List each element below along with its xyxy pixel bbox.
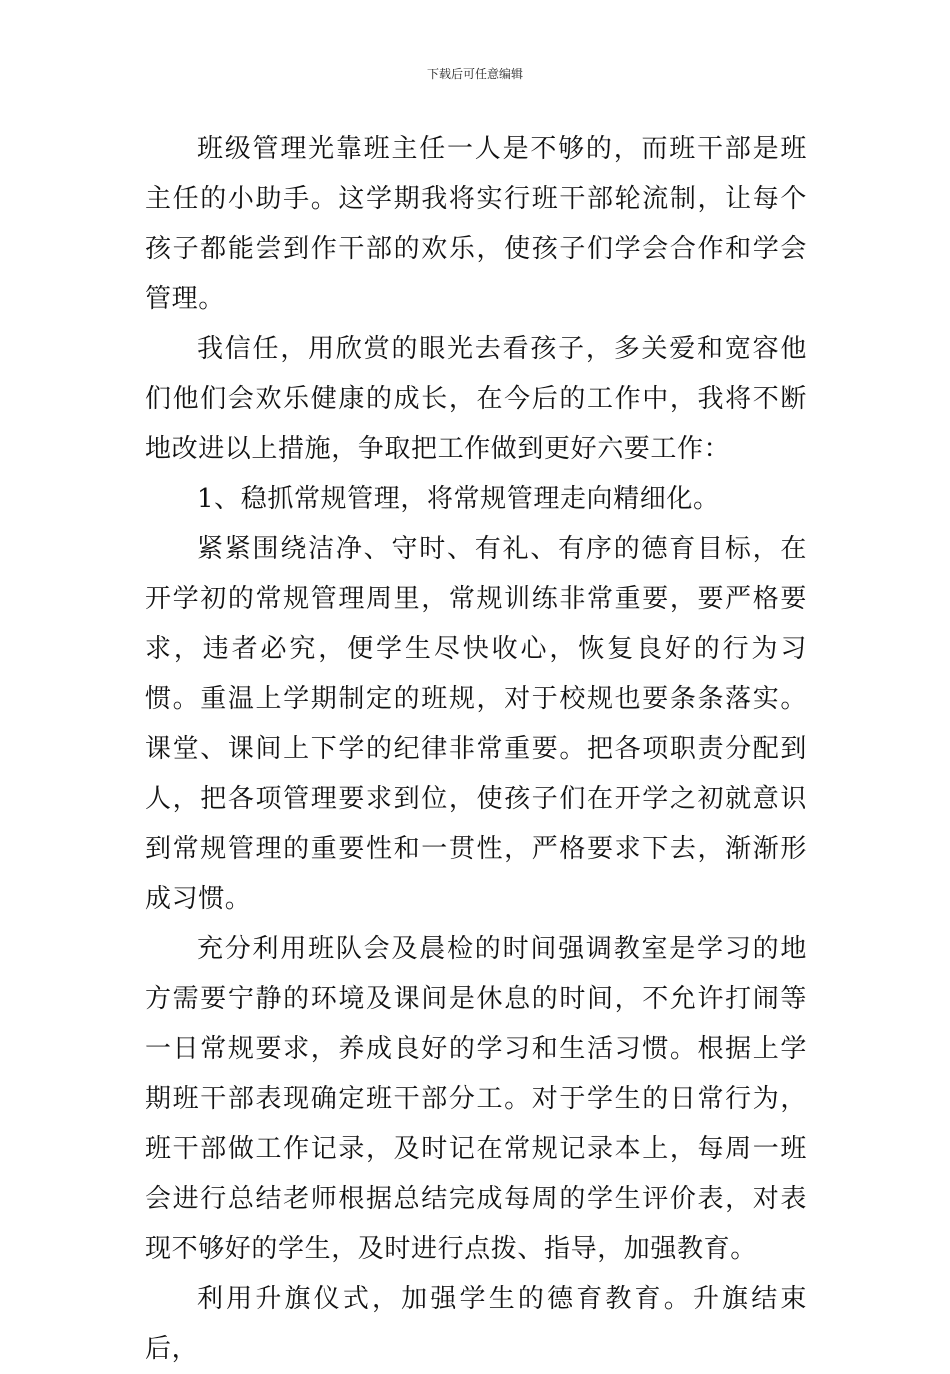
paragraph-1: 班级管理光靠班主任一人是不够的，而班干部是班主任的小助手。这学期我将实行班干部轮流制，让每个孩子都能尝到作干部的欢乐，使孩子们学会合作和学会管理。 [145, 134, 807, 314]
header-note: 下载后可任意编辑 [426, 67, 523, 81]
paragraph-4: 紧紧围绕洁净、守时、有礼、有序的德育目标，在开学初的常规管理周里，常规训练非常重要，要严格要求，违者必究，便学生尽快收心，恢复良好的行为习惯。重温上学期制定的班规，对于校规也要条条落实。课堂、课间上下学的纪律非常重要。把各项职责分配到人，把各项管理要求到位，使孩子们在开学之初就意识到常规管理的重要性和一贯性，严格要求下去，渐渐形成习惯。 [145, 534, 807, 914]
paragraph-3: 1、稳抓常规管理，将常规管理走向精细化。 [197, 484, 720, 514]
paragraph-6: 利用升旗仪式，加强学生的德育教育。升旗结束后， [145, 1284, 807, 1364]
paragraph-5: 充分利用班队会及晨检的时间强调教室是学习的地方需要宁静的环境及课间是休息的时间，不允许打闹等一日常规要求，养成良好的学习和生活习惯。根据上学期班干部表现确定班干部分工。对于学生的日常行为，班干部做工作记录，及时记在常规记录本上，每周一班会进行总结老师根据总结完成每周的学生评价表，对表现不够好的学生，及时进行点拨、指导，加强教育。 [145, 934, 807, 1264]
paragraph-2: 我信任，用欣赏的眼光去看孩子，多关爱和宽容他们他们会欢乐健康的成长，在今后的工作中，我将不断地改进以上措施，争取把工作做到更好六要工作： [145, 334, 807, 464]
document-body [145, 124, 807, 1374]
